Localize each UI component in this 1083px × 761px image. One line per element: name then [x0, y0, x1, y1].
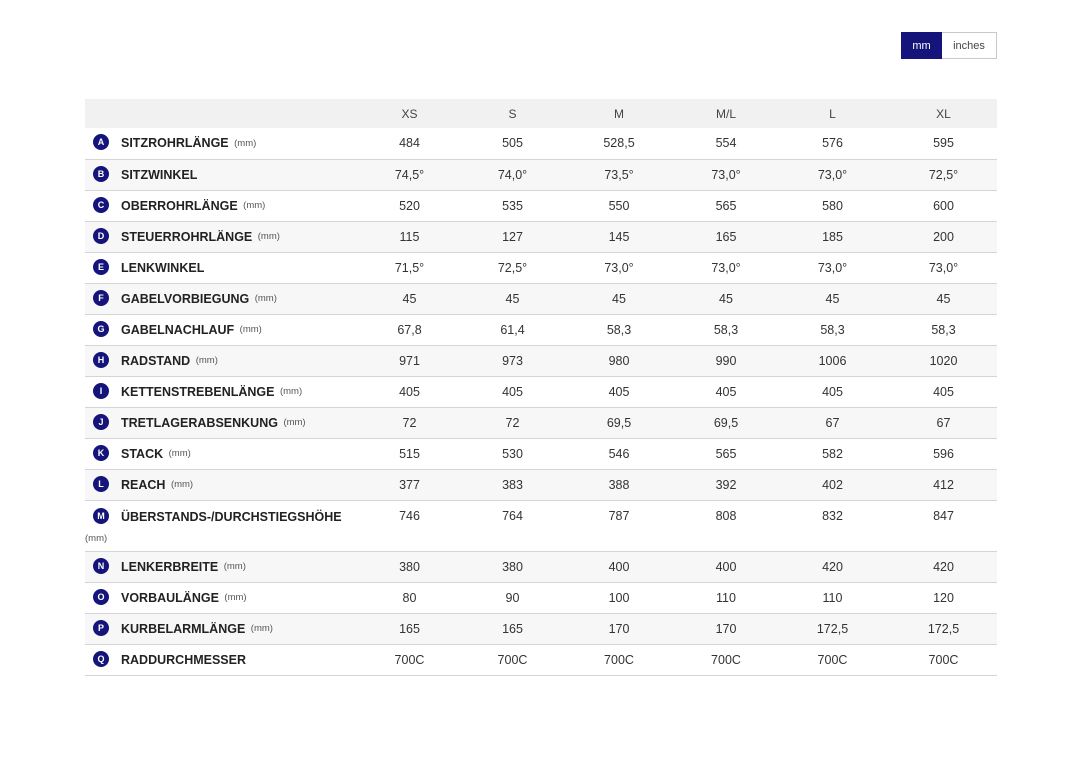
- row-label: [85, 438, 355, 469]
- measurement-unit: (mm): [224, 592, 247, 603]
- table-row: [85, 407, 997, 438]
- measurement-unit: (mm): [283, 417, 306, 428]
- table-row: [85, 644, 997, 675]
- measurement-name: STACK: [121, 446, 164, 461]
- value-cell: 980: [608, 353, 630, 368]
- table-row: [85, 221, 997, 252]
- measurement-letter-badge: O: [93, 589, 109, 605]
- row-label: [85, 345, 355, 376]
- value-cell: 412: [933, 477, 954, 492]
- size-header-m-l: M/L: [715, 106, 736, 121]
- measurement-letter-badge: G: [93, 321, 109, 337]
- value-cell: 72,5°: [497, 260, 528, 275]
- measurement-name: SITZROHRLÄNGE: [121, 136, 229, 151]
- row-label: [85, 314, 355, 345]
- measurement-letter-badge: E: [93, 259, 109, 275]
- table-row: [85, 438, 997, 469]
- row-label: [85, 644, 355, 675]
- table-row: [85, 613, 997, 644]
- size-header-l: L: [829, 106, 836, 121]
- measurement-name: LENKWINKEL: [121, 260, 205, 275]
- row-label: [85, 252, 355, 283]
- value-cell: 787: [608, 508, 630, 523]
- unit-toggle: [901, 32, 997, 59]
- size-header-m: M: [614, 106, 624, 121]
- measurement-letter-badge: K: [93, 445, 109, 461]
- value-cell: 535: [502, 198, 523, 213]
- value-cell: 700C: [497, 652, 528, 667]
- value-cell: 165: [715, 229, 737, 244]
- value-cell: 546: [608, 446, 630, 461]
- value-cell: 402: [822, 477, 843, 492]
- value-cell: 74,0°: [497, 167, 528, 182]
- measurement-unit: (mm): [254, 293, 277, 304]
- value-cell: 400: [715, 559, 737, 574]
- table-row: [85, 159, 997, 190]
- value-cell: 67,8: [397, 322, 422, 337]
- value-cell: 58,3: [713, 322, 739, 337]
- size-header-xl: XL: [936, 106, 951, 121]
- value-cell: 73,0°: [817, 260, 848, 275]
- value-cell: 73,0°: [711, 260, 741, 275]
- value-cell: 764: [502, 508, 523, 523]
- value-cell: 832: [822, 508, 843, 523]
- measurement-letter-badge: M: [93, 508, 109, 524]
- measurement-letter-badge: C: [93, 197, 109, 213]
- value-cell: 565: [715, 446, 737, 461]
- table-row: [85, 582, 997, 613]
- measurement-name: REACH: [121, 477, 166, 492]
- value-cell: 380: [399, 559, 420, 574]
- value-cell: 110: [716, 590, 736, 605]
- value-cell: 405: [399, 384, 420, 399]
- value-cell: 505: [502, 136, 523, 151]
- value-cell: 172,5: [927, 621, 960, 636]
- value-cell: 58,3: [820, 322, 845, 337]
- measurement-unit: (mm): [195, 355, 218, 366]
- value-cell: 392: [715, 477, 737, 492]
- row-label: [85, 376, 355, 407]
- value-cell: 69,5: [713, 415, 739, 430]
- value-cell: 172,5: [816, 621, 849, 636]
- value-cell: 808: [715, 508, 737, 523]
- measurement-unit: (mm): [168, 448, 191, 459]
- value-cell: 165: [399, 621, 420, 636]
- value-cell: 67: [825, 415, 840, 430]
- measurement-letter-badge: B: [93, 166, 109, 182]
- value-cell: 700C: [604, 652, 634, 667]
- value-cell: 582: [822, 446, 843, 461]
- value-cell: 973: [502, 353, 523, 368]
- value-cell: 1006: [818, 353, 847, 368]
- value-cell: 58,3: [606, 322, 632, 337]
- measurement-name: VORBAULÄNGE: [121, 590, 219, 605]
- value-cell: 600: [933, 198, 954, 213]
- value-cell: 145: [608, 229, 630, 244]
- value-cell: 45: [402, 291, 417, 306]
- table-row: [85, 128, 997, 159]
- table-row: [85, 252, 997, 283]
- value-cell: 72,5°: [928, 167, 959, 182]
- value-cell: 595: [933, 136, 954, 151]
- value-cell: 45: [936, 291, 951, 306]
- value-cell: 484: [399, 136, 420, 151]
- value-cell: 80: [402, 590, 417, 605]
- value-cell: 700C: [817, 652, 848, 667]
- measurement-name: GABELNACHLAUF: [121, 322, 235, 337]
- measurement-unit: (mm): [234, 137, 257, 149]
- value-cell: 170: [715, 621, 737, 636]
- row-label: [85, 500, 355, 551]
- value-cell: 185: [822, 229, 843, 244]
- geometry-table: [85, 99, 997, 676]
- measurement-name: TRETLAGERABSENKUNG: [121, 415, 278, 430]
- table-row: [85, 500, 997, 551]
- value-cell: 90: [505, 590, 520, 605]
- measurement-name: SITZWINKEL: [121, 167, 198, 182]
- size-header-row: [85, 99, 997, 128]
- value-cell: 405: [608, 384, 630, 399]
- value-cell: 405: [502, 384, 523, 399]
- measurement-letter-badge: I: [93, 383, 109, 399]
- header-label-column: [85, 99, 355, 128]
- measurement-letter-badge: J: [93, 414, 109, 430]
- value-cell: 115: [399, 229, 420, 244]
- value-cell: 120: [933, 590, 954, 605]
- measurement-unit: (mm): [279, 386, 303, 397]
- measurement-unit: (mm): [223, 561, 246, 572]
- measurement-name: GABELVORBIEGUNG: [121, 291, 250, 306]
- value-cell: 73,0°: [928, 260, 959, 275]
- measurement-unit: (mm): [85, 532, 108, 544]
- measurement-letter-badge: L: [93, 476, 109, 492]
- value-cell: 74,5°: [394, 167, 425, 182]
- row-label: [85, 613, 355, 644]
- measurement-name: STEUERROHRLÄNGE: [121, 229, 253, 244]
- row-label: [85, 159, 355, 190]
- value-cell: 58,3: [931, 322, 956, 337]
- measurement-letter-badge: Q: [93, 651, 109, 667]
- table-row: [85, 376, 997, 407]
- row-label: [85, 128, 355, 159]
- measurement-name: OBERROHRLÄNGE: [121, 198, 238, 213]
- value-cell: 550: [608, 198, 630, 213]
- value-cell: 67: [936, 415, 951, 430]
- table-row: [85, 283, 997, 314]
- measurement-unit: (mm): [257, 231, 280, 242]
- value-cell: 554: [715, 136, 737, 151]
- unit-mm-button[interactable]: mm: [901, 32, 942, 59]
- value-cell: 565: [715, 198, 737, 213]
- value-cell: 45: [612, 291, 626, 306]
- value-cell: 45: [825, 291, 840, 306]
- value-cell: 377: [399, 477, 420, 492]
- size-header-xs: XS: [401, 106, 418, 121]
- value-cell: 383: [502, 477, 523, 492]
- size-header-s: S: [508, 106, 517, 121]
- value-cell: 405: [933, 384, 954, 399]
- measurement-letter-badge: H: [93, 352, 109, 368]
- value-cell: 110: [822, 590, 843, 605]
- value-cell: 73,0°: [604, 260, 634, 275]
- measurement-name: KETTENSTREBENLÄNGE: [121, 384, 275, 399]
- table-row: [85, 469, 997, 500]
- unit-inches-button[interactable]: inches: [942, 33, 996, 58]
- measurement-name: KURBELARMLÄNGE: [121, 621, 246, 636]
- value-cell: 73,5°: [604, 167, 634, 182]
- value-cell: 69,5: [606, 415, 632, 430]
- geometry-table-body: [85, 128, 997, 675]
- row-label: [85, 283, 355, 314]
- value-cell: 520: [399, 198, 420, 213]
- row-label: [85, 190, 355, 221]
- value-cell: 100: [608, 590, 630, 605]
- value-cell: 127: [502, 229, 523, 244]
- value-cell: 400: [608, 559, 630, 574]
- value-cell: 73,0°: [711, 167, 741, 182]
- measurement-letter-badge: D: [93, 228, 109, 244]
- value-cell: 530: [502, 446, 523, 461]
- value-cell: 420: [822, 559, 843, 574]
- value-cell: 170: [608, 621, 630, 636]
- measurement-letter-badge: F: [93, 290, 109, 306]
- table-row: [85, 551, 997, 582]
- value-cell: 405: [822, 384, 843, 399]
- value-cell: 576: [822, 136, 843, 151]
- value-cell: 45: [505, 291, 520, 306]
- value-cell: 700C: [711, 652, 741, 667]
- measurement-name: LENKERBREITE: [121, 559, 219, 574]
- measurement-unit: (mm): [170, 479, 194, 490]
- measurement-letter-badge: A: [93, 134, 109, 150]
- value-cell: 380: [502, 559, 523, 574]
- value-cell: 700C: [394, 652, 425, 667]
- row-label: [85, 551, 355, 582]
- measurement-letter-badge: P: [93, 620, 109, 636]
- measurement-unit: (mm): [250, 623, 273, 634]
- row-label: [85, 469, 355, 500]
- value-cell: 580: [822, 198, 843, 213]
- value-cell: 1020: [929, 353, 958, 368]
- row-label: [85, 407, 355, 438]
- value-cell: 990: [715, 353, 737, 368]
- measurement-unit: (mm): [239, 324, 262, 335]
- value-cell: 700C: [928, 652, 959, 667]
- table-row: [85, 345, 997, 376]
- value-cell: 72: [505, 415, 520, 430]
- value-cell: 405: [715, 384, 737, 399]
- value-cell: 515: [399, 446, 420, 461]
- value-cell: 596: [933, 446, 954, 461]
- table-row: [85, 314, 997, 345]
- value-cell: 971: [399, 353, 420, 368]
- value-cell: 200: [933, 229, 954, 244]
- value-cell: 45: [719, 291, 733, 306]
- measurement-name: RADDURCHMESSER: [121, 652, 247, 667]
- value-cell: 847: [933, 508, 954, 523]
- value-cell: 165: [502, 621, 523, 636]
- value-cell: 420: [933, 559, 954, 574]
- value-cell: 71,5°: [394, 260, 425, 275]
- value-cell: 72: [402, 415, 417, 430]
- value-cell: 528,5: [603, 136, 635, 151]
- value-cell: 746: [399, 508, 420, 523]
- measurement-unit: (mm): [243, 200, 266, 211]
- row-label: [85, 221, 355, 252]
- measurement-letter-badge: N: [93, 558, 109, 574]
- measurement-name: RADSTAND: [121, 353, 191, 368]
- value-cell: 73,0°: [817, 167, 848, 182]
- value-cell: 388: [608, 477, 630, 492]
- row-label: [85, 582, 355, 613]
- measurement-name: ÜBERSTANDS-/DURCHSTIEGSHÖHE: [121, 509, 342, 524]
- value-cell: 61,4: [500, 322, 525, 337]
- table-row: [85, 190, 997, 221]
